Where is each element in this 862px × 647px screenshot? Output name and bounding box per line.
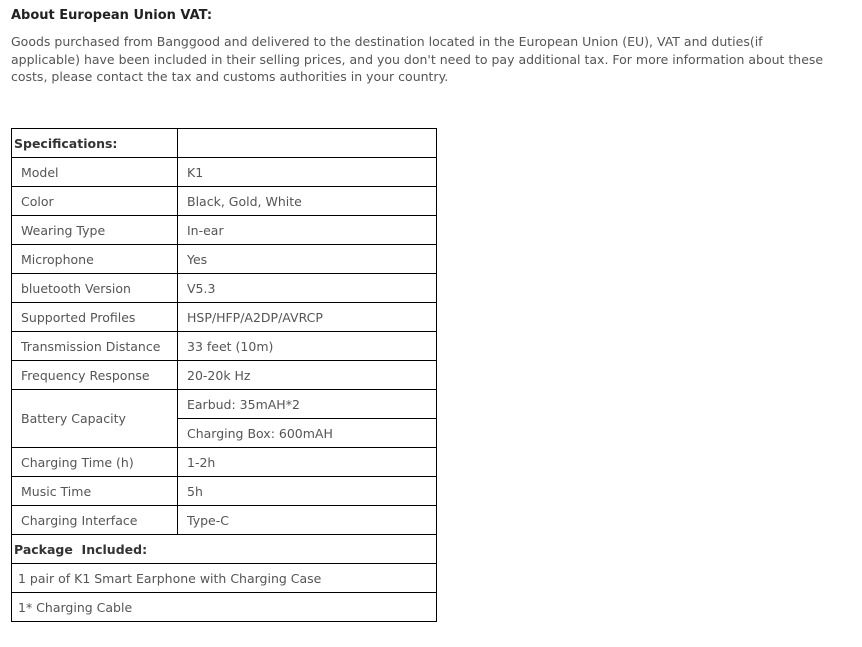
spec-key-supported-profiles: Supported Profiles: [12, 303, 178, 332]
vat-description: Goods purchased from Banggood and delivered to the destination located in the European Union (EU), VAT and duties(if applicable) have been included in their selling prices, and you don't need to pay additional tax. For more information about these costs, please contact the tax and customs authorities in your country.: [11, 34, 824, 84]
spec-value-wearing-type: In-ear: [178, 216, 437, 245]
package-item: 1* Charging Cable: [12, 593, 437, 622]
table-row: [12, 361, 437, 390]
spec-key-music-time: Music Time: [12, 477, 178, 506]
specifications-header-empty: [178, 129, 437, 158]
table-row: [12, 303, 437, 332]
spec-key-frequency-response: Frequency Response: [12, 361, 178, 390]
table-row: [12, 564, 437, 593]
table-row: [12, 506, 437, 535]
spec-value-frequency-response: 20-20k Hz: [178, 361, 437, 390]
table-row: [12, 245, 437, 274]
spec-value-battery-box: Charging Box: 600mAH: [178, 419, 437, 448]
spec-key-charging-time: Charging Time (h): [12, 448, 178, 477]
table-row: [12, 216, 437, 245]
spec-value-color: Black, Gold, White: [178, 187, 437, 216]
spec-value-charging-interface: Type-C: [178, 506, 437, 535]
spec-value-microphone: Yes: [178, 245, 437, 274]
specifications-header: Specifications:: [12, 129, 178, 158]
spec-value-model: K1: [178, 158, 437, 187]
spec-key-wearing-type: Wearing Type: [12, 216, 178, 245]
spec-key-transmission-distance: Transmission Distance: [12, 332, 178, 361]
spec-key-battery-capacity: Battery Capacity: [12, 390, 178, 448]
specifications-table: [11, 128, 437, 622]
spec-value-transmission-distance: 33 feet (10m): [178, 332, 437, 361]
table-row: [12, 535, 437, 564]
spec-value-music-time: 5h: [178, 477, 437, 506]
spec-key-model: Model: [12, 158, 178, 187]
spec-value-battery-earbud: Earbud: 35mAH*2: [178, 390, 437, 419]
table-row: [12, 158, 437, 187]
spec-key-microphone: Microphone: [12, 245, 178, 274]
table-row: [12, 448, 437, 477]
package-item: 1 pair of K1 Smart Earphone with Charging Case: [12, 564, 437, 593]
vat-title: About European Union VAT:: [11, 8, 213, 23]
spec-key-charging-interface: Charging Interface: [12, 506, 178, 535]
spec-value-charging-time: 1-2h: [178, 448, 437, 477]
table-row: [12, 274, 437, 303]
package-included-header: Package Included:: [12, 535, 437, 564]
spec-key-bluetooth-version: bluetooth Version: [12, 274, 178, 303]
table-row: [12, 390, 437, 419]
spec-value-supported-profiles: HSP/HFP/A2DP/AVRCP: [178, 303, 437, 332]
table-row: [12, 593, 437, 622]
spec-key-color: Color: [12, 187, 178, 216]
table-row: [12, 129, 437, 158]
table-row: [12, 332, 437, 361]
table-row: [12, 187, 437, 216]
spec-value-bluetooth-version: V5.3: [178, 274, 437, 303]
table-row: [12, 477, 437, 506]
